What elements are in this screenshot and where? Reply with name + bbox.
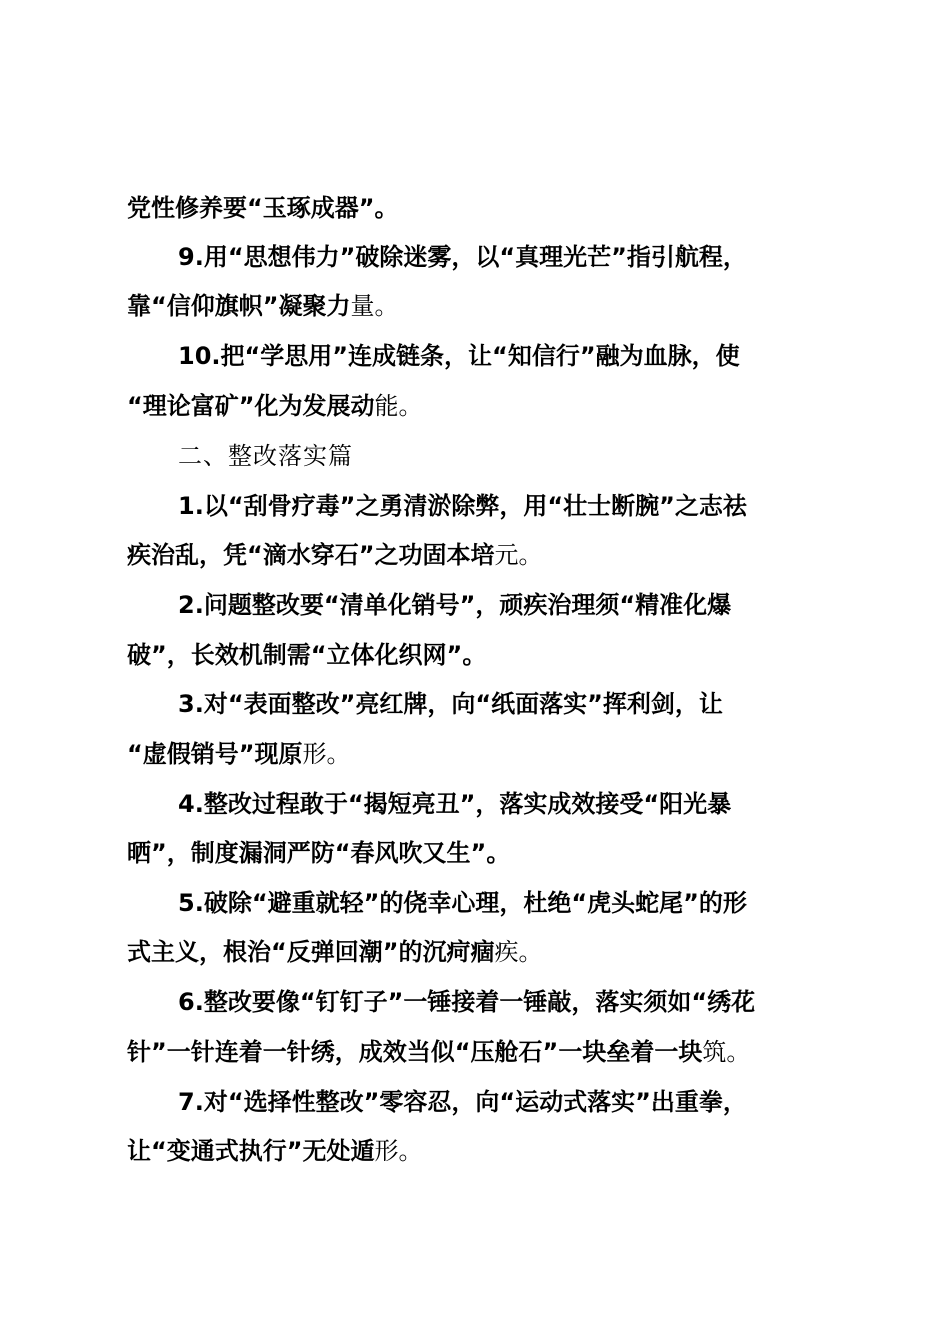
item-6-line-2 [0,1037,950,1067]
item-10-line-1 [0,341,950,371]
section-heading: 二、整改落实篇 [178,442,353,470]
item-9-line-1-bold: 9.用“思想伟力”破除迷雾，以“真理光芒”指引航程， [178,243,747,271]
item-10-line-1-bold: 10.把“学思用”连成链条，让“知信行”融为血脉，使 [178,342,740,370]
item-1-line-1-bold: 1.以“刮骨疗毒”之勇清淤除弊，用“壮士断腕”之志祛 [178,492,747,520]
item-5-line-2-bold: 式主义，根治“反弹回潮”的沉疴痼 [127,938,495,966]
item-2-line-2 [0,640,950,670]
item-2-line-1 [0,590,950,620]
item-9-line-2-tail: 量。 [350,292,399,320]
item-3-line-1 [0,689,950,719]
item-6-line-1-bold: 6.整改要像“钉钉子”一锤接着一锤敲，落实须如“绣花 [178,988,756,1016]
item-1-line-2 [0,540,950,570]
item-3-line-2-bold: “虚假销号”现原 [127,740,303,768]
item-7-line-2-bold: 让“变通式执行”无处遁 [127,1137,375,1165]
item-5-line-2 [0,937,950,967]
item-4-line-2 [0,838,950,868]
item-3-line-2-tail: 形。 [302,740,351,768]
line-1-bold: 党性修养要“玉琢成器”。 [127,194,399,222]
item-6-line-1 [0,987,950,1017]
item-10-line-2-tail: 能。 [374,392,423,420]
item-3-line-1-bold: 3.对“表面整改”亮红牌，向“纸面落实”挥利剑，让 [178,690,723,718]
text-line-1 [0,193,950,223]
item-2-line-1-bold: 2.问题整改要“清单化销号”，顽疾治理须“精准化爆 [178,591,732,619]
item-5-line-1 [0,888,950,918]
item-6-line-2-bold: 针”一针连着一针绣，成效当似“压舱石”一块垒着一块 [127,1038,703,1066]
item-10-line-2-bold: “理论富矿”化为发展动 [127,392,375,420]
item-9-line-1 [0,242,950,272]
item-6-line-2-tail: 筑。 [702,1038,751,1066]
item-3-line-2 [0,739,950,769]
item-1-line-2-bold: 疾治乱，凭“滴水穿石”之功固本培 [127,541,495,569]
item-4-line-2-bold: 晒”，制度漏洞严防“春风吹又生”。 [127,839,511,867]
item-5-line-1-bold: 5.破除“避重就轻”的侥幸心理，杜绝“虎头蛇尾”的形 [178,889,747,917]
item-1-line-2-tail: 元。 [494,541,543,569]
item-2-line-2-bold: 破”，长效机制需“立体化织网”。 [127,641,487,669]
item-5-line-2-tail: 疾。 [494,938,543,966]
item-9-line-2 [0,291,950,321]
item-7-line-1 [0,1087,950,1117]
item-7-line-2-tail: 形。 [374,1137,423,1165]
item-1-line-1 [0,491,950,521]
item-7-line-1-bold: 7.对“选择性整改”零容忍，向“运动式落实”出重拳， [178,1088,747,1116]
item-4-line-1 [0,789,950,819]
item-7-line-2 [0,1136,950,1166]
item-4-line-1-bold: 4.整改过程敢于“揭短亮丑”，落实成效接受“阳光暴 [178,790,732,818]
item-10-line-2 [0,391,950,421]
item-9-line-2-bold: 靠“信仰旗帜”凝聚力 [127,292,351,320]
